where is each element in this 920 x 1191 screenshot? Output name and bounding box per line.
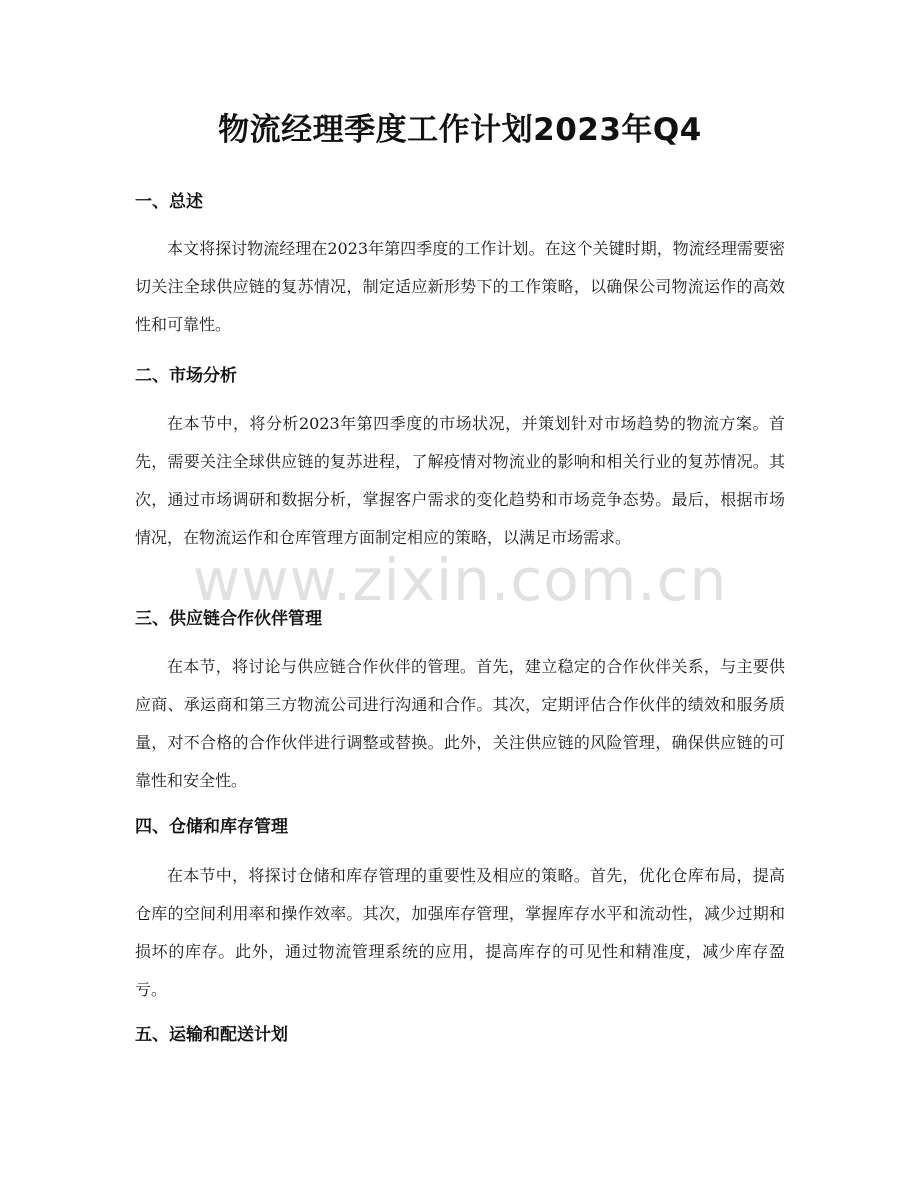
section-heading-market-analysis: 二、市场分析 — [135, 366, 237, 386]
section-body-overview: 本文将探讨物流经理在2023年第四季度的工作计划。在这个关键时期，物流经理需要密切关注全球供应链的复苏情况，制定适应新形势下的工作策略，以确保公司物流运作的高效性和可靠性。 — [135, 239, 785, 334]
section-body-market-analysis: 在本节中，将分析2023年第四季度的市场状况，并策划针对市场趋势的物流方案。首先，需要关注全球供应链的复苏进程，了解疫情对物流业的影响和相关行业的复苏情况。其次，通过市场调研和数据分析，掌握客户需求的变化趋势和市场竞争态势。最后，根据市场情况，在物流运作和仓库管理方面制定相应的策略，以满足市场需求。 — [135, 414, 785, 547]
section-heading-warehouse-inventory: 四、仓储和库存管理 — [135, 817, 288, 837]
section-body-supply-chain-partners: 在本节，将讨论与供应链合作伙伴的管理。首先，建立稳定的合作伙伴关系，与主要供应商、承运商和第三方物流公司进行沟通和合作。其次，定期评估合作伙伴的绩效和服务质量，对不合格的合作伙伴进行调整或替换。此外，关注供应链的风险管理，确保供应链的可靠性和安全性。 — [135, 657, 785, 790]
section-heading-supply-chain-partners: 三、供应链合作伙伴管理 — [135, 609, 322, 629]
watermark: www.zixin.com.cn — [192, 546, 728, 614]
section-heading-transport-delivery: 五、运输和配送计划 — [135, 1025, 288, 1045]
document-title: 物流经理季度工作计划2023年Q4 — [218, 112, 702, 148]
section-heading-overview: 一、总述 — [135, 192, 203, 212]
section-body-warehouse-inventory: 在本节中，将探讨仓储和库存管理的重要性及相应的策略。首先，优化仓库布局，提高仓库的空间利用率和操作效率。其次，加强库存管理，掌握库存水平和流动性，减少过期和损坏的库存。此外，通过物流管理系统的应用，提高库存的可见性和精准度，减少库存盈亏。 — [135, 866, 785, 999]
